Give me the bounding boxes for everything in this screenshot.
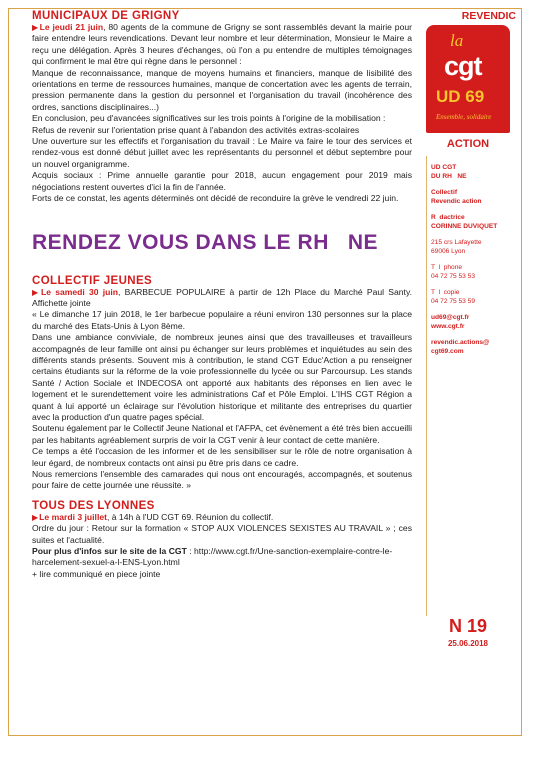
email-link[interactable]: cgt69.com	[431, 347, 464, 355]
section-title-tous-des-lyonnes: TOUS DES LYONNES	[32, 499, 155, 512]
bullet-triangle-icon: ▶	[32, 23, 39, 32]
bullet-triangle-icon: ▶	[32, 512, 39, 522]
grigny-paragraph: Forts de ce constat, les agents déterminés ont décidé de reconduire la grève le vendredi 22 juin.	[32, 193, 399, 204]
logo-ud69: UD 69	[436, 87, 485, 106]
lyonnes-info-link[interactable]: : http://www.cgt.fr/Une-sanction-exemplaire-contre-le-harcelement-sexuel-a-l-ENS-Lyon.html	[32, 546, 393, 568]
address-line: 69006 Lyon	[431, 247, 466, 255]
rendez-vous-banner: RENDEZ VOUS DANS LE RH NE	[32, 230, 379, 254]
jeunes-paragraph: Dans une ambiance conviviale, de nombreux jeunes ainsi que des travailleuses et travailleurs accompagnés de leur famille ont ainsi pu échanger sur leurs problèmes et inquiétudes au sein des différents stands présents. Souvent mis à contribution, le stand CGT Educ'Action a pu renseigner certains étudiants sur la réforme de la voie professionnelle du lycée ou sur Parcoursup. Les stands Santé / Action Sociale et INDECOSA ont apporté aux habitants des réponses en lien avec le logement et le surendettement voire les administrations Caf et Pôle Emploi. L'IHS CGT Région a quant à lui apporté un éclairage sur l'évolution historique et militante des entreprises du quartier avec la production d'un quatre pages spécial.	[32, 332, 412, 422]
redactrice-label: R dactrice	[431, 214, 465, 221]
logo-cgt: cgt	[444, 51, 482, 81]
email-link[interactable]: revendic.actions@	[431, 339, 490, 346]
website-link[interactable]: www.cgt.fr	[431, 322, 465, 330]
jeunes-paragraph: Ce temps a été l'occasion de les informer et de les sensibiliser sur le rôle de notre organisation à leur égard, de nombreux contacts ont ainsi pu être pris dans ce cadre.	[32, 446, 412, 468]
collectif-line: Collectif	[431, 189, 458, 196]
section-title-collectif-jeunes: COLLECTIF JEUNES	[32, 274, 153, 287]
lyonnes-info-label: Pour plus d'infos sur le site de la CGT	[32, 546, 187, 557]
email-link[interactable]: ud69@cgt.fr	[431, 314, 470, 321]
sidebar	[420, 10, 516, 648]
jeunes-paragraph: Soutenu également par le Collectif Jeune National et l'AFPA, cet évènement a été très bien accueilli par les habitants agréablement surpris de voir la CGT venir à leur contact de cette manière.	[32, 423, 412, 445]
action-heading: ACTION	[446, 138, 490, 150]
bullet-triangle-icon: ▶	[32, 287, 40, 297]
grigny-lead-paragraph	[32, 22, 412, 68]
issue-number: N 19	[448, 616, 488, 636]
main-column	[32, 10, 412, 580]
collectif-line: Revendic action	[431, 197, 482, 205]
logo-la: la	[450, 31, 464, 50]
jeunes-lead-text: , BARBECUE POPULAIRE à partir de 12h Place du Marché Paul Santy. Affichette jointe	[32, 286, 412, 308]
grigny-paragraph: En conclusion, peu d'avancées significatives sur les trois points à l'origine de la mobilisation :	[32, 113, 386, 124]
grigny-paragraph: Une ouverture sur les effectifs et l'organisation du travail : Le Maire va faire le tour des services et rendez-vous est donné début juillet avec les représentants du personnel et début septembre pour un nouvel organigramme.	[32, 136, 412, 169]
address-line: 215 crs Lafayette	[431, 239, 482, 246]
org-line: UD CGT	[431, 164, 457, 171]
fax-number: 04 72 75 53 59	[431, 297, 475, 305]
lyonnes-paragraph: Ordre du jour : Retour sur la formation « STOP AUX VIOLENCES SEXISTES AU TRAVAIL » ; ces suites et l'actualité.	[32, 523, 412, 545]
jeunes-date: Le samedi 30 juin	[40, 286, 119, 297]
grigny-lead-text: , 80 agents de la commune de Grigny se sont rassemblés devant la mairie pour faire entendre leurs revendications. Devant leur nombre et leur détermination, Monsieur le Maire a reçu une délégation. Après 3 heures d'échanges, où l'on a pu entendre de multiples témoignages qui confirment le mal être qui règne dans le personnel :	[32, 22, 413, 67]
jeunes-lead-paragraph	[32, 287, 412, 310]
jeunes-paragraph: Nous remercions l'ensemble des camarades qui nous ont encouragés, accompagnés, et soutenus pour faire de cette journée une réussite. »	[32, 469, 412, 491]
lyonnes-date: Le mardi 3 juillet	[39, 511, 107, 522]
phone-number: 04 72 75 53 53	[431, 272, 475, 280]
grigny-paragraph: Refus de revenir sur l'orientation prise quant à l'abandon des activités extras-scolaires	[32, 124, 360, 135]
lyonnes-lead-text: , à 14h à l'UD CGT 69. Réunion du collectif.	[106, 511, 274, 522]
grigny-date: Le jeudi 21 juin	[39, 22, 104, 32]
revendic-heading: REVENDIC	[461, 10, 516, 22]
section-title-grigny: MUNICIPAUX DE GRIGNY	[32, 10, 180, 22]
redactrice-name: CORINNE DUVIQUET	[431, 222, 498, 230]
lyonnes-paragraph: + lire communiqué en piece jointe	[32, 568, 161, 579]
fax-label: T l copie	[431, 289, 460, 296]
cgt-logo	[426, 25, 510, 133]
sidebar-info-box	[426, 156, 519, 616]
phone-label: T l phone	[431, 264, 463, 271]
logo-tagline: Ensemble, solidaire	[436, 113, 492, 121]
issue-date: 25.06.2018	[447, 639, 489, 648]
grigny-paragraph: Acquis sociaux : Prime annuelle garantie pour 2018, aucun engagement pour 2019 mais négociations restent ouvertes d'ici la fin de l'année.	[32, 170, 412, 192]
lyonnes-info-paragraph	[32, 546, 412, 569]
lyonnes-lead-paragraph	[32, 512, 412, 523]
org-line: DU RH NE	[431, 172, 467, 180]
jeunes-paragraph: « Le dimanche 17 juin 2018, le 1er barbecue populaire a réuni environ 130 personnes sur la place du marché des Etats-Unis à Lyon 8ème.	[32, 309, 412, 331]
grigny-paragraph: Manque de reconnaissance, manque de moyens humains et financiers, manque de lisibilité des orientations en terme de ressources humaines, manque de concertation avec les agents de terrain, pression permanente dans la gestion du personnel et l'organisation du travail (incohérence des ordres, sanctions disciplinaires...)	[32, 67, 412, 112]
